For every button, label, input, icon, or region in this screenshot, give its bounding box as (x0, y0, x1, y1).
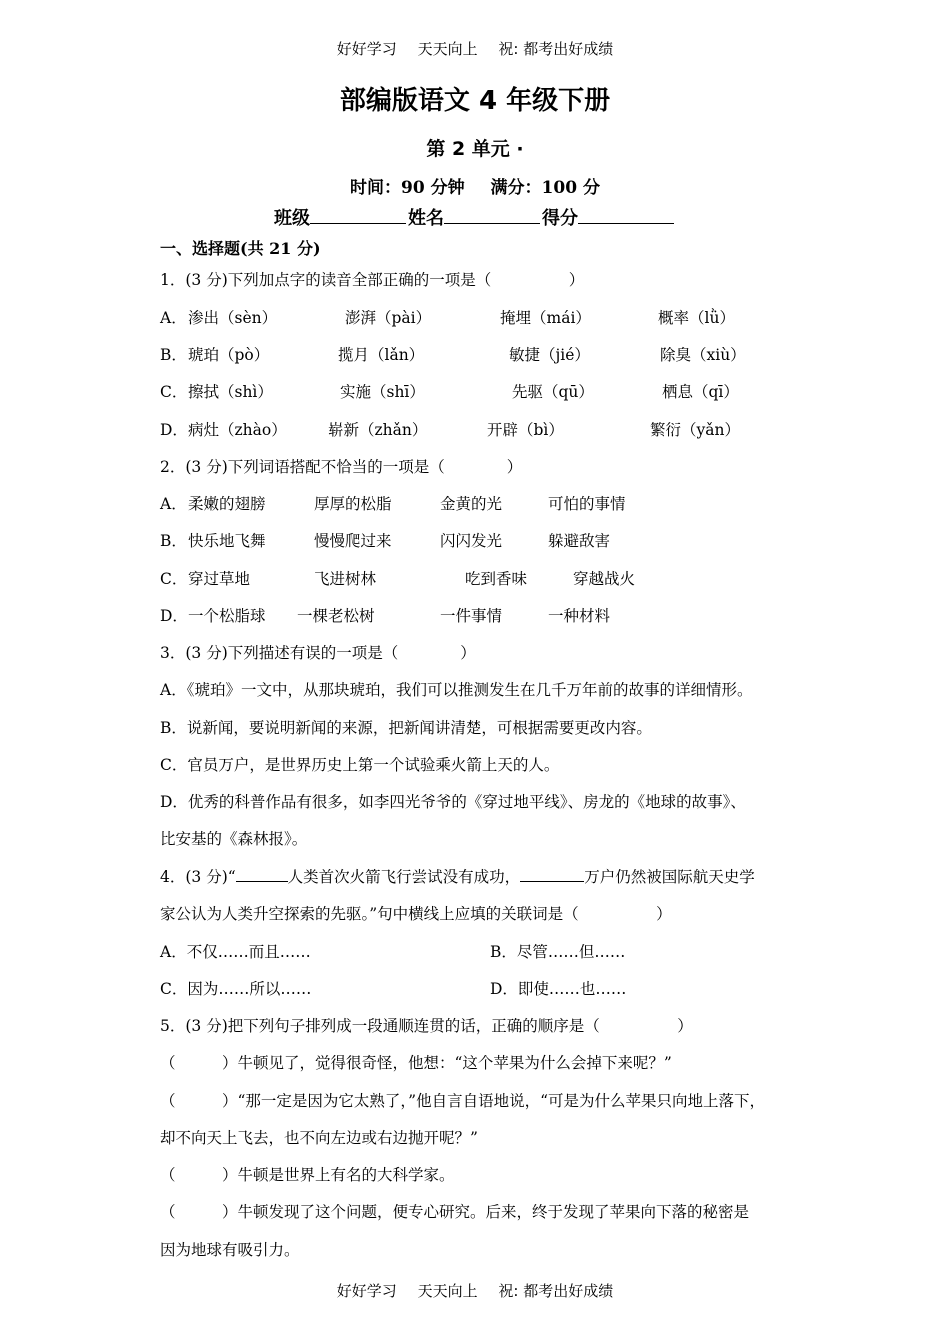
option-item: 澎湃（pài） (345, 309, 432, 327)
header-item: 祝: 都考出好成绩 (498, 40, 614, 58)
option-item: 擦拭（shì） (188, 383, 273, 401)
option-a: A．不仅……而且…… (160, 943, 311, 961)
question-5-stem: 5．(3 分)把下列句子排列成一段通顺连贯的话，正确的顺序是（ ） (160, 1017, 693, 1035)
option-item: 闪闪发光 (440, 532, 503, 550)
q4-part: 人类首次火箭飞行尝试没有成功， (287, 868, 521, 886)
question-3-stem: 3．(3 分)下列描述有误的一项是（ ） (160, 644, 476, 662)
option-item: 穿过草地 (188, 570, 251, 588)
option-item: 柔嫩的翅膀 (188, 495, 266, 513)
option-item: 揽月（lǎn） (338, 346, 425, 364)
option-item: 开辟（bì） (487, 421, 564, 439)
score-label: 得分 (542, 208, 578, 229)
option-b: B．说新闻，要说明新闻的来源，把新闻讲清楚，可根据需要更改内容。 (160, 719, 652, 737)
option-a: A．《琥珀》一文中，从那块琥珀，我们可以推测发生在几千万年前的故事的详细情形。 (160, 681, 753, 699)
option-item: 躲避敌害 (548, 532, 611, 550)
question-2-stem: 2．(3 分)下列词语搭配不恰当的一项是（ ） (160, 458, 523, 476)
option-item: 概率（lǜ） (658, 309, 735, 327)
option-item: 金黄的光 (440, 495, 503, 513)
option-item: 慢慢爬过来 (314, 532, 392, 550)
option-item: 栖息（qī） (662, 383, 739, 401)
option-label: A． (160, 309, 187, 327)
option-item: 敏捷（jié） (509, 346, 590, 364)
option-label: B． (160, 532, 187, 550)
student-info (0, 204, 950, 230)
option-item: 可怕的事情 (548, 495, 626, 513)
score-blank (578, 205, 674, 224)
option-item: 病灶（zhào） (188, 421, 287, 439)
option-label: B． (160, 346, 187, 364)
section-heading: 一、选择题(共 21 分) (160, 239, 321, 258)
name-blank (444, 205, 540, 224)
sentence-4: （ ）牛顿发现了这个问题，便专心研究。后来，终于发现了苹果向下落的秘密是 (160, 1203, 750, 1221)
option-item: 先驱（qū） (512, 383, 594, 401)
sentence-4-continued: 因为地球有吸引力。 (160, 1241, 300, 1259)
option-label: A． (160, 495, 187, 513)
option-item: 实施（shī） (340, 383, 425, 401)
fill-blank-2 (520, 867, 584, 882)
exam-meta (0, 173, 950, 198)
option-item: 飞进树林 (314, 570, 377, 588)
page-header (0, 38, 950, 59)
sentence-1: （ ）牛顿见了，觉得很奇怪，他想：“这个苹果为什么会掉下来呢？” (160, 1054, 672, 1072)
page-footer (0, 1280, 950, 1301)
option-label: C． (160, 570, 188, 588)
option-item: 崭新（zhǎn） (328, 421, 428, 439)
option-c: C．官员万户，是世界历史上第一个试验乘火箭上天的人。 (160, 756, 560, 774)
question-4-stem-continued: 家公认为人类升空探索的先驱。”句中横线上应填的关联词是（ ） (160, 905, 672, 923)
option-item: 除臭（xiù） (660, 346, 746, 364)
option-item: 掩埋（mái） (500, 309, 591, 327)
option-d-continued: 比安基的《森林报》。 (160, 830, 308, 848)
name-label: 姓名 (408, 208, 444, 229)
option-label: C． (160, 383, 188, 401)
footer-item: 好好学习 (336, 1282, 397, 1300)
option-d: D．优秀的科普作品有很多，如李四光爷爷的《穿过地平线》、房龙的《地球的故事》、 (160, 793, 746, 811)
fill-blank-1 (236, 867, 288, 882)
class-blank (310, 205, 406, 224)
option-item: 吃到香味 (465, 570, 528, 588)
header-item: 好好学习 (336, 40, 397, 58)
question-4-stem (160, 865, 755, 887)
option-item: 琥珀（pò） (188, 346, 270, 364)
option-b: B．尽管……但…… (490, 943, 626, 961)
option-item: 穿越战火 (573, 570, 636, 588)
q4-part: 4．(3 分)“ (160, 868, 236, 886)
option-item: 渗出（sèn） (188, 309, 278, 327)
sentence-2-continued: 却不向天上飞去，也不向左边或右边抛开呢？” (160, 1129, 478, 1147)
option-item: 繁衍（yǎn） (650, 421, 740, 439)
header-item: 天天向上 (417, 40, 478, 58)
class-label: 班级 (274, 208, 310, 229)
option-item: 一件事情 (440, 607, 503, 625)
option-item: 厚厚的松脂 (314, 495, 392, 513)
question-1-stem: 1．(3 分)下列加点字的读音全部正确的一项是（ ） (160, 271, 585, 289)
full-score: 满分：100 分 (490, 178, 600, 198)
page-title: 部编版语文 4 年级下册 (339, 86, 611, 116)
option-label: D． (160, 607, 188, 625)
option-item: 一棵老松树 (297, 607, 375, 625)
footer-item: 祝: 都考出好成绩 (498, 1282, 614, 1300)
time-limit: 时间：90 分钟 (350, 178, 465, 198)
option-c: C．因为……所以…… (160, 980, 312, 998)
option-item: 一个松脂球 (188, 607, 266, 625)
footer-item: 天天向上 (417, 1282, 478, 1300)
option-item: 快乐地飞舞 (188, 532, 266, 550)
unit-title: 第 2 单元 · (426, 138, 524, 160)
option-d: D．即使……也…… (490, 980, 627, 998)
option-label: D． (160, 421, 188, 439)
option-item: 一种材料 (548, 607, 611, 625)
q4-part: 万户仍然被国际航天史学 (584, 868, 755, 886)
sentence-3: （ ）牛顿是世界上有名的大科学家。 (160, 1166, 455, 1184)
sentence-2: （ ）“那一定是因为它太熟了，”他自言自语地说，“可是为什么苹果只向地上落下， (160, 1092, 766, 1110)
